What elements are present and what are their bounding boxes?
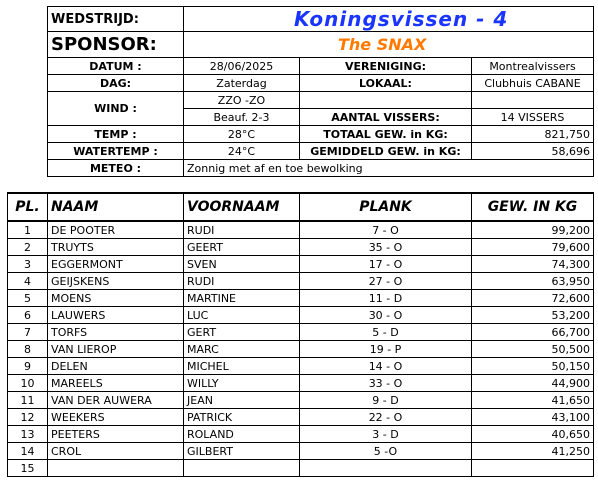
naam-cell: DELEN (48, 358, 184, 375)
table-row (8, 256, 594, 273)
table-row (8, 409, 594, 426)
placement-cell: 15 (8, 460, 48, 477)
placement-cell: 13 (8, 426, 48, 443)
plank-cell: 35 - O (300, 239, 472, 256)
gewicht-cell: 44,900 (472, 375, 594, 392)
gewicht-cell: 43,100 (472, 409, 594, 426)
sponsor-row (48, 32, 594, 58)
placement-cell: 1 (8, 221, 48, 239)
vereniging-value: Montrealvissers (472, 58, 594, 75)
gewicht-cell: 41,650 (472, 392, 594, 409)
naam-cell: MOENS (48, 290, 184, 307)
table-row (8, 426, 594, 443)
placement-cell: 4 (8, 273, 48, 290)
wedstrijd-title: Koningsvissen - 4 (184, 7, 594, 32)
placement-cell: 10 (8, 375, 48, 392)
table-row (8, 358, 594, 375)
naam-cell: TRUYTS (48, 239, 184, 256)
header-voornaam: VOORNAAM (184, 193, 300, 221)
naam-cell: EGGERMONT (48, 256, 184, 273)
table-row (8, 307, 594, 324)
totaal-gewicht-label: TOTAAL GEW. in KG: (300, 126, 472, 143)
datum-value: 28/06/2025 (184, 58, 300, 75)
naam-cell: VAN DER AUWERA (48, 392, 184, 409)
table-row (8, 392, 594, 409)
table-row (8, 460, 594, 477)
lokaal-value: Clubhuis CABANE (472, 75, 594, 92)
placement-cell: 8 (8, 341, 48, 358)
gewicht-cell: 72,600 (472, 290, 594, 307)
placement-cell: 5 (8, 290, 48, 307)
table-row (8, 341, 594, 358)
placement-cell: 7 (8, 324, 48, 341)
plank-cell: 33 - O (300, 375, 472, 392)
gewicht-cell: 63,950 (472, 273, 594, 290)
watertemp-row (48, 143, 594, 160)
results-header-row (8, 193, 594, 221)
plank-cell: 5 - D (300, 324, 472, 341)
voornaam-cell: RUDI (184, 273, 300, 290)
plank-cell: 7 - O (300, 221, 472, 239)
header-naam: NAAM (48, 193, 184, 221)
datum-label: DATUM : (48, 58, 184, 75)
dag-value: Zaterdag (184, 75, 300, 92)
gewicht-cell: 53,200 (472, 307, 594, 324)
voornaam-cell: MICHEL (184, 358, 300, 375)
voornaam-cell: GILBERT (184, 443, 300, 460)
voornaam-cell: LUC (184, 307, 300, 324)
temp-value: 28°C (184, 126, 300, 143)
aantal-vissers-value: 14 VISSERS (472, 109, 594, 126)
gemiddeld-gewicht-label: GEMIDDELD GEW. in KG: (300, 143, 472, 160)
voornaam-cell (184, 460, 300, 477)
table-row (8, 290, 594, 307)
competition-info-table (47, 6, 594, 177)
plank-cell: 5 -O (300, 443, 472, 460)
plank-cell: 22 - O (300, 409, 472, 426)
gewicht-cell: 79,600 (472, 239, 594, 256)
vereniging-label: VERENIGING: (300, 58, 472, 75)
plank-cell: 19 - P (300, 341, 472, 358)
plank-cell: 30 - O (300, 307, 472, 324)
naam-cell: DE POOTER (48, 221, 184, 239)
wind-row-1 (48, 92, 594, 109)
voornaam-cell: GERT (184, 324, 300, 341)
meteo-label: METEO : (48, 160, 184, 177)
empty-cell (472, 92, 594, 109)
placement-cell: 12 (8, 409, 48, 426)
voornaam-cell: ROLAND (184, 426, 300, 443)
voornaam-cell: WILLY (184, 375, 300, 392)
table-row (8, 239, 594, 256)
watertemp-value: 24°C (184, 143, 300, 160)
results-table (7, 192, 594, 477)
wind-label: WIND : (48, 92, 184, 126)
naam-cell: VAN LIEROP (48, 341, 184, 358)
gewicht-cell (472, 460, 594, 477)
wind-force-value: Beauf. 2-3 (184, 109, 300, 126)
header-gewicht: GEW. IN KG (472, 193, 594, 221)
gewicht-cell: 66,700 (472, 324, 594, 341)
naam-cell: WEEKERS (48, 409, 184, 426)
plank-cell: 17 - O (300, 256, 472, 273)
watertemp-label: WATERTEMP : (48, 143, 184, 160)
naam-cell: CROL (48, 443, 184, 460)
temp-label: TEMP : (48, 126, 184, 143)
gewicht-cell: 99,200 (472, 221, 594, 239)
placement-cell: 3 (8, 256, 48, 273)
temp-row (48, 126, 594, 143)
totaal-gewicht-value: 821,750 (472, 126, 594, 143)
voornaam-cell: MARTINE (184, 290, 300, 307)
voornaam-cell: GEERT (184, 239, 300, 256)
plank-cell (300, 460, 472, 477)
naam-cell: LAUWERS (48, 307, 184, 324)
table-row (8, 221, 594, 239)
voornaam-cell: MARC (184, 341, 300, 358)
gewicht-cell: 74,300 (472, 256, 594, 273)
gemiddeld-gewicht-value: 58,696 (472, 143, 594, 160)
empty-cell (300, 92, 472, 109)
table-row (8, 273, 594, 290)
voornaam-cell: PATRICK (184, 409, 300, 426)
naam-cell: GEIJSKENS (48, 273, 184, 290)
naam-cell: PEETERS (48, 426, 184, 443)
plank-cell: 27 - O (300, 273, 472, 290)
aantal-vissers-label: AANTAL VISSERS: (300, 109, 472, 126)
placement-cell: 14 (8, 443, 48, 460)
voornaam-cell: SVEN (184, 256, 300, 273)
meteo-value: Zonnig met af en toe bewolking (184, 160, 594, 177)
header-plank: PLANK (300, 193, 472, 221)
plank-cell: 14 - O (300, 358, 472, 375)
dag-row (48, 75, 594, 92)
wedstrijd-label: WEDSTRIJD: (48, 7, 184, 32)
gewicht-cell: 40,650 (472, 426, 594, 443)
dag-label: DAG: (48, 75, 184, 92)
table-row (8, 375, 594, 392)
header-pl: PL. (8, 193, 48, 221)
sponsor-label: SPONSOR: (48, 32, 184, 58)
plank-cell: 11 - D (300, 290, 472, 307)
meteo-row (48, 160, 594, 177)
wedstrijd-row (48, 7, 594, 32)
wind-direction-value: ZZO -ZO (184, 92, 300, 109)
table-row (8, 324, 594, 341)
naam-cell: TORFS (48, 324, 184, 341)
datum-row (48, 58, 594, 75)
placement-cell: 2 (8, 239, 48, 256)
table-row (8, 443, 594, 460)
gewicht-cell: 50,500 (472, 341, 594, 358)
voornaam-cell: JEAN (184, 392, 300, 409)
sponsor-name: The SNAX (184, 32, 594, 58)
naam-cell: MAREELS (48, 375, 184, 392)
plank-cell: 3 - D (300, 426, 472, 443)
lokaal-label: LOKAAL: (300, 75, 472, 92)
voornaam-cell: RUDI (184, 221, 300, 239)
placement-cell: 6 (8, 307, 48, 324)
naam-cell (48, 460, 184, 477)
gewicht-cell: 41,250 (472, 443, 594, 460)
plank-cell: 9 - D (300, 392, 472, 409)
gewicht-cell: 50,150 (472, 358, 594, 375)
placement-cell: 11 (8, 392, 48, 409)
placement-cell: 9 (8, 358, 48, 375)
